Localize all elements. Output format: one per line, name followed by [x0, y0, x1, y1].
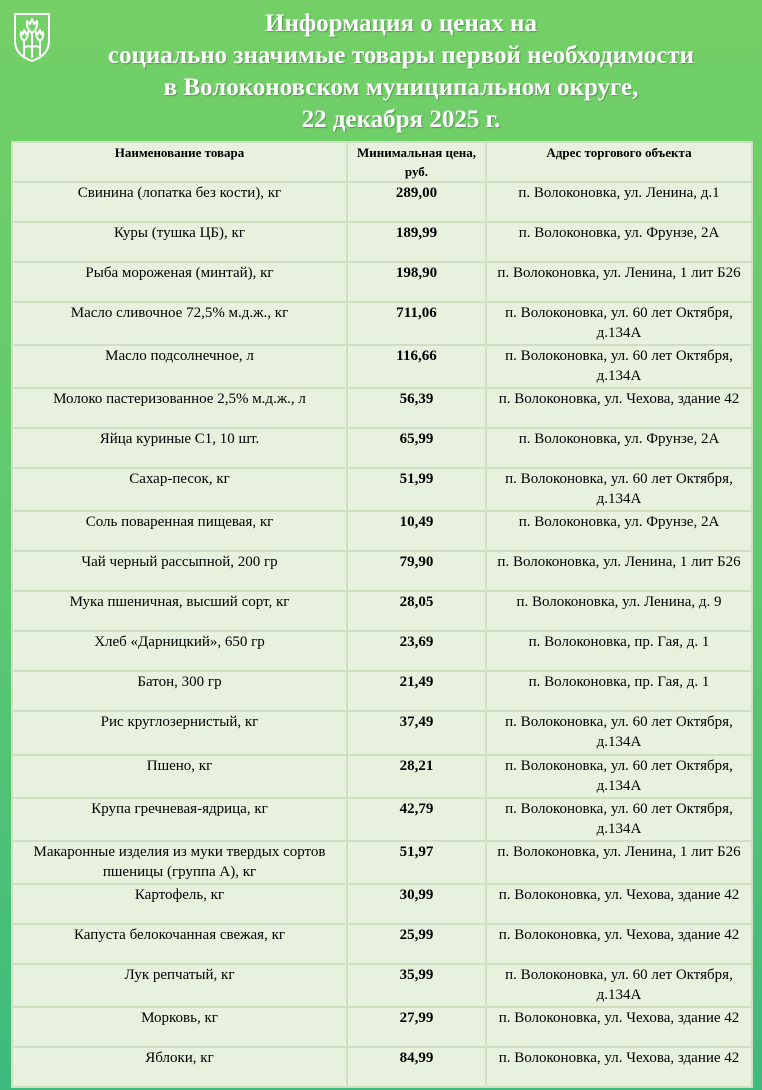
product-name-cell: Мука пшеничная, высший сорт, кг [12, 591, 347, 631]
header-store-address: Адрес торгового объекта [486, 142, 752, 182]
product-name-cell: Чай черный рассыпной, 200 гр [12, 551, 347, 591]
min-price-cell: 56,39 [347, 388, 486, 428]
min-price-cell: 23,69 [347, 631, 486, 671]
min-price-cell: 84,99 [347, 1047, 486, 1087]
store-address-cell: п. Волоконовка, пр. Гая, д. 1 [486, 671, 752, 711]
product-name-cell: Капуста белокочанная свежая, кг [12, 924, 347, 964]
header-min-price: Минимальная цена, руб. [347, 142, 486, 182]
product-name-cell: Лук репчатый, кг [12, 964, 347, 1007]
store-address-cell: п. Волоконовка, ул. Ленина, д. 9 [486, 591, 752, 631]
min-price-cell: 21,49 [347, 671, 486, 711]
store-address-cell: п. Волоконовка, ул. Чехова, здание 42 [486, 884, 752, 924]
product-name-cell: Яблоки, кг [12, 1047, 347, 1087]
min-price-cell: 51,99 [347, 468, 486, 511]
page-title [60, 8, 742, 136]
store-address-cell: п. Волоконовка, ул. 60 лет Октября, д.134А [486, 964, 752, 1007]
product-name-cell: Куры (тушка ЦБ), кг [12, 222, 347, 262]
product-name-cell: Свинина (лопатка без кости), кг [12, 182, 347, 222]
min-price-cell: 189,99 [347, 222, 486, 262]
table-row [12, 262, 752, 302]
store-address-cell: п. Волоконовка, ул. 60 лет Октября, д.134А [486, 302, 752, 345]
product-name-cell: Рис круглозернистый, кг [12, 711, 347, 754]
store-address-cell: п. Волоконовка, ул. Чехова, здание 42 [486, 924, 752, 964]
min-price-cell: 198,90 [347, 262, 486, 302]
store-address-cell: п. Волоконовка, ул. Фрунзе, 2А [486, 511, 752, 551]
product-name-cell: Батон, 300 гр [12, 671, 347, 711]
product-name-cell: Хлеб «Дарницкий», 650 гр [12, 631, 347, 671]
min-price-cell: 42,79 [347, 798, 486, 841]
price-table [11, 141, 753, 1088]
header-product-name: Наименование товара [12, 142, 347, 182]
min-price-cell: 10,49 [347, 511, 486, 551]
product-name-cell: Крупа гречневая-ядрица, кг [12, 798, 347, 841]
min-price-cell: 27,99 [347, 1007, 486, 1047]
table-row [12, 884, 752, 924]
store-address-cell: п. Волоконовка, ул. Чехова, здание 42 [486, 1047, 752, 1087]
table-row [12, 551, 752, 591]
table-row [12, 428, 752, 468]
product-name-cell: Морковь, кг [12, 1007, 347, 1047]
table-row [12, 755, 752, 798]
table-row [12, 711, 752, 754]
product-name-cell: Яйца куриные С1, 10 шт. [12, 428, 347, 468]
table-row [12, 798, 752, 841]
title-line: в Волоконовском муниципальном округе, [163, 74, 639, 101]
table-row [12, 511, 752, 551]
store-address-cell: п. Волоконовка, ул. Ленина, д.1 [486, 182, 752, 222]
title-line: Информация о ценах на [265, 10, 537, 37]
min-price-cell: 28,21 [347, 755, 486, 798]
table-row [12, 468, 752, 511]
table-row [12, 302, 752, 345]
product-name-cell: Масло сливочное 72,5% м.д.ж., кг [12, 302, 347, 345]
min-price-cell: 65,99 [347, 428, 486, 468]
store-address-cell: п. Волоконовка, ул. Фрунзе, 2А [486, 428, 752, 468]
product-name-cell: Масло подсолнечное, л [12, 345, 347, 388]
title-line: социально значимые товары первой необходимости [107, 42, 695, 69]
store-address-cell: п. Волоконовка, ул. Ленина, 1 лит Б26 [486, 262, 752, 302]
store-address-cell: п. Волоконовка, ул. 60 лет Октября, д.134А [486, 711, 752, 754]
table-row [12, 388, 752, 428]
product-name-cell: Соль поваренная пищевая, кг [12, 511, 347, 551]
store-address-cell: п. Волоконовка, ул. 60 лет Октября, д.134А [486, 345, 752, 388]
store-address-cell: п. Волоконовка, ул. 60 лет Октября, д.134А [486, 468, 752, 511]
table-row [12, 841, 752, 884]
product-name-cell: Пшено, кг [12, 755, 347, 798]
store-address-cell: п. Волоконовка, ул. Ленина, 1 лит Б26 [486, 841, 752, 884]
store-address-cell: п. Волоконовка, ул. 60 лет Октября, д.134А [486, 755, 752, 798]
store-address-cell: п. Волоконовка, ул. 60 лет Октября, д.134А [486, 798, 752, 841]
title-line: 22 декабря 2025 г. [301, 106, 501, 133]
table-row [12, 924, 752, 964]
product-name-cell: Макаронные изделия из муки твердых сортов пшеницы (группа А), кг [12, 841, 347, 884]
table-row [12, 222, 752, 262]
min-price-cell: 25,99 [347, 924, 486, 964]
min-price-cell: 711,06 [347, 302, 486, 345]
tulip-emblem-icon [11, 11, 53, 63]
table-row [12, 964, 752, 1007]
min-price-cell: 35,99 [347, 964, 486, 1007]
table-row [12, 671, 752, 711]
min-price-cell: 116,66 [347, 345, 486, 388]
store-address-cell: п. Волоконовка, ул. Чехова, здание 42 [486, 1007, 752, 1047]
table-row [12, 182, 752, 222]
min-price-cell: 30,99 [347, 884, 486, 924]
store-address-cell: п. Волоконовка, пр. Гая, д. 1 [486, 631, 752, 671]
product-name-cell: Картофель, кг [12, 884, 347, 924]
table-row [12, 591, 752, 631]
product-name-cell: Рыба мороженая (минтай), кг [12, 262, 347, 302]
table-row [12, 1047, 752, 1087]
store-address-cell: п. Волоконовка, ул. Ленина, 1 лит Б26 [486, 551, 752, 591]
table-header-row [12, 142, 752, 182]
store-address-cell: п. Волоконовка, ул. Чехова, здание 42 [486, 388, 752, 428]
min-price-cell: 79,90 [347, 551, 486, 591]
table-row [12, 345, 752, 388]
min-price-cell: 28,05 [347, 591, 486, 631]
min-price-cell: 289,00 [347, 182, 486, 222]
table-row [12, 631, 752, 671]
min-price-cell: 51,97 [347, 841, 486, 884]
min-price-cell: 37,49 [347, 711, 486, 754]
store-address-cell: п. Волоконовка, ул. Фрунзе, 2А [486, 222, 752, 262]
product-name-cell: Молоко пастеризованное 2,5% м.д.ж., л [12, 388, 347, 428]
product-name-cell: Сахар-песок, кг [12, 468, 347, 511]
table-row [12, 1007, 752, 1047]
